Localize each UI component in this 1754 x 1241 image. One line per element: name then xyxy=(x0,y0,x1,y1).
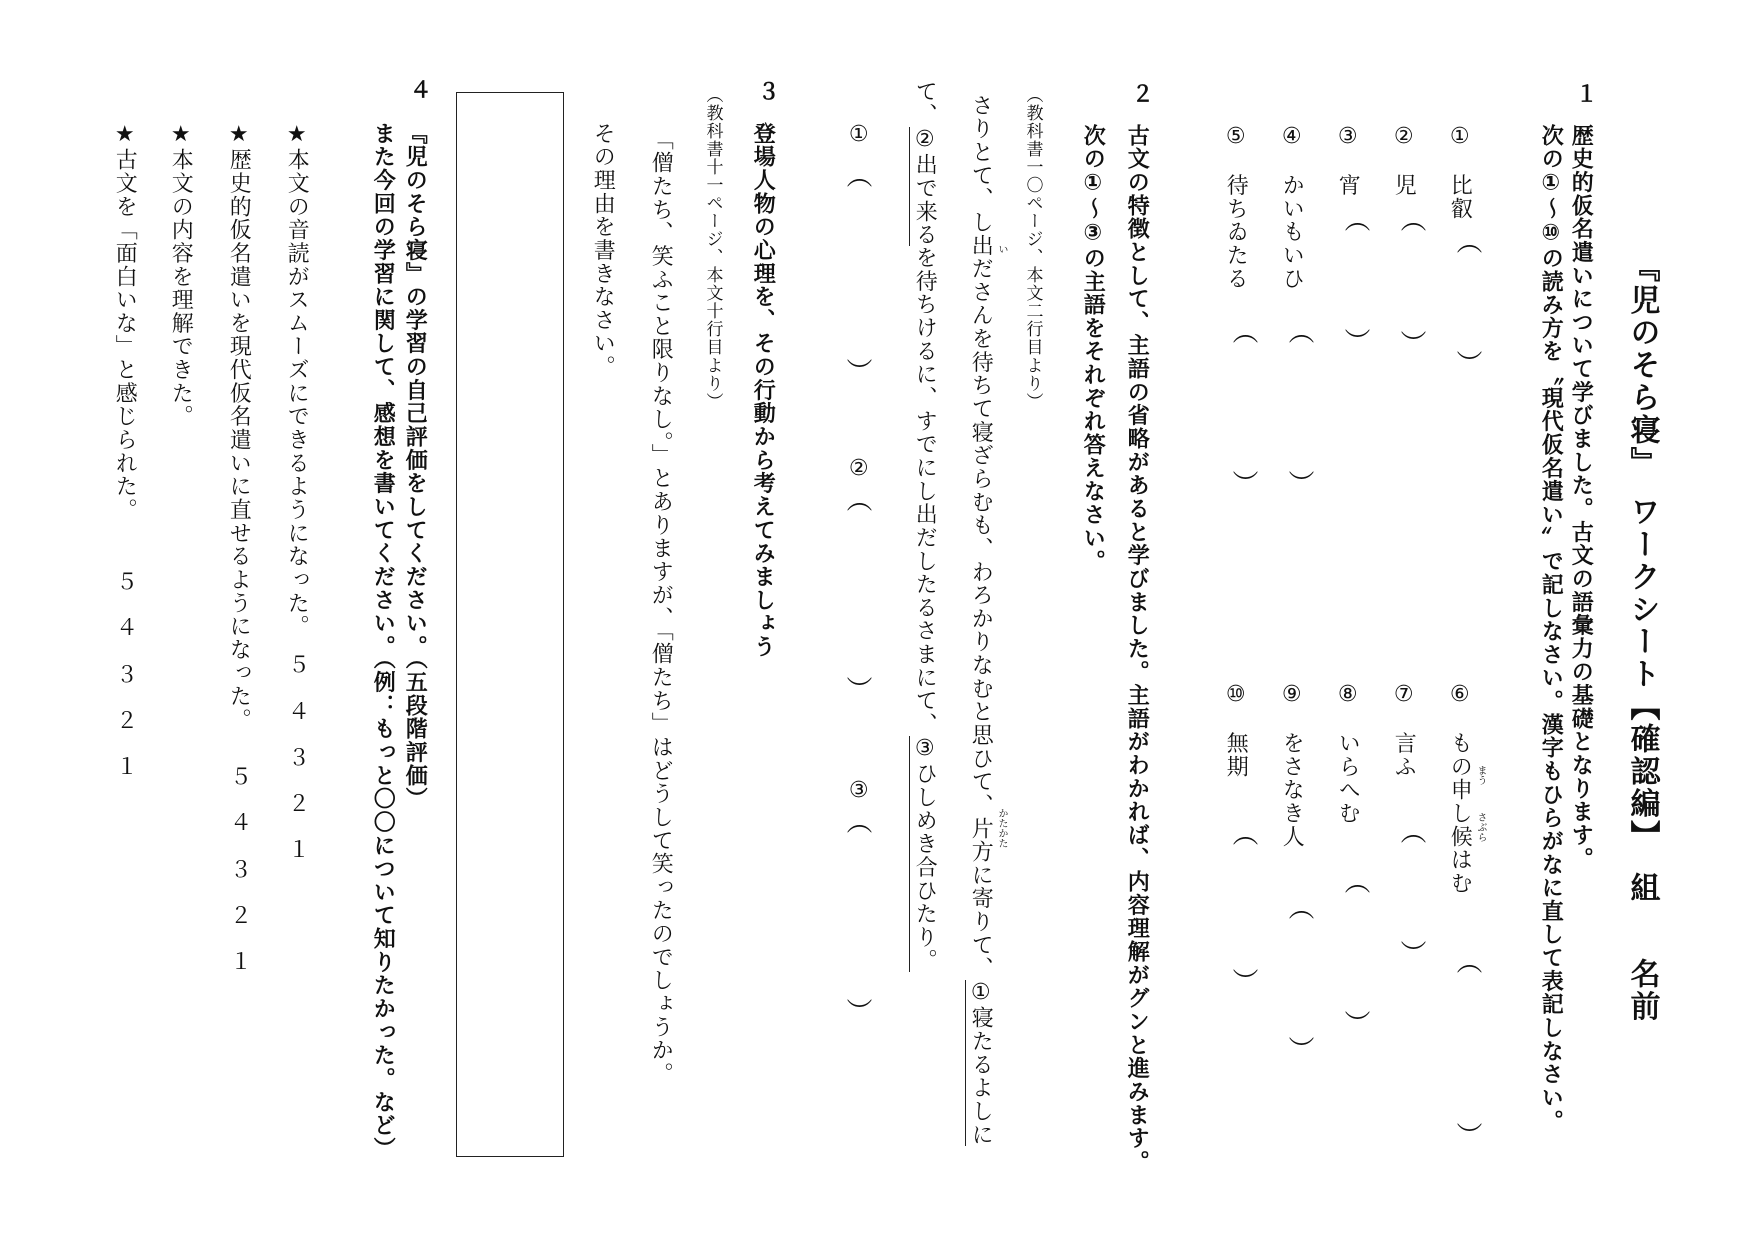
q2-answer-1-close[interactable]: ︶ xyxy=(842,358,872,384)
q3-source: （教科書十一ページ、本文十行目より） xyxy=(702,86,723,411)
q2-target-2: ②出で来る xyxy=(909,127,937,247)
q1-lead: 歴史的仮名遣いについて学びました。古文の語彙力の基礎となります。 xyxy=(1568,124,1594,871)
q2-answer-label-3: ③ xyxy=(846,778,872,805)
name-label: 名前 xyxy=(1624,958,1660,1023)
q1-item-mark: ⑩ xyxy=(1223,682,1249,709)
class-label: 組 xyxy=(1624,872,1660,905)
ruby-saburai: さぶら xyxy=(1475,812,1486,842)
rating-4[interactable]: ４ xyxy=(288,700,311,725)
q2-passage-1a: さりとて、し出ださんを待ちて寝ざらむも、わろかりなむと思ひて、片方に寄りて、 xyxy=(968,94,994,981)
q1-item-10-label xyxy=(1223,682,1248,778)
q2-answer-3-close[interactable]: ︶ xyxy=(842,998,872,1024)
q1-item-text: いらへむ xyxy=(1335,731,1361,825)
q1-answer-6-open[interactable]: ︵ xyxy=(1452,948,1482,974)
q1-answer-3-close[interactable]: ︶ xyxy=(1340,328,1370,354)
q2-passage-2a: て、 xyxy=(912,80,938,127)
q2-answer-3-open[interactable]: ︵ xyxy=(842,808,872,834)
q2-answer-label-2: ② xyxy=(846,456,872,483)
q2-instruction: 次の①〜③の主語をそれぞれ答えなさい。 xyxy=(1080,124,1106,574)
q2-answer-2-open[interactable]: ︵ xyxy=(842,486,872,512)
q1-answer-7-close[interactable]: ︶ xyxy=(1396,940,1426,966)
q1-item-text: もの申し候はむ xyxy=(1447,731,1473,895)
q1-item-text: 言ふ xyxy=(1391,731,1417,779)
q1-instruction: 次の①〜⑩の読み方を〝現代仮名遣い〟で記しなさい。漢字もひらがなに直して表記しなさい。 xyxy=(1538,124,1564,1133)
q1-item-9-label xyxy=(1279,682,1304,848)
q1-item-8-label xyxy=(1335,682,1360,825)
q1-item-text: をさなき人 xyxy=(1279,731,1305,849)
rating-1[interactable]: １ xyxy=(116,755,139,780)
q1-item-mark: ⑥ xyxy=(1447,682,1473,709)
q2-passage-line-1 xyxy=(968,94,993,1146)
q1-item-text: 待ちゐたる xyxy=(1223,173,1249,291)
q3-lead: 登場人物の心理を、その行動から考えてみましょう xyxy=(750,122,776,659)
q3-number: ３ xyxy=(754,80,780,104)
q1-item-mark: ⑦ xyxy=(1391,682,1417,709)
rating-5[interactable]: ５ xyxy=(230,765,253,790)
q1-answer-7-open[interactable]: ︵ xyxy=(1396,818,1426,844)
q1-item-1-label xyxy=(1447,124,1472,220)
page-title: 『児のそら寝』 ワークシート【確認編】 xyxy=(1624,252,1660,853)
q1-answer-8-close[interactable]: ︶ xyxy=(1340,1010,1370,1036)
q1-item-text: 児 xyxy=(1391,173,1417,197)
rating-5[interactable]: ５ xyxy=(116,570,139,595)
q1-item-7-label xyxy=(1391,682,1416,778)
q1-answer-4-close[interactable]: ︶ xyxy=(1284,470,1314,496)
q1-item-4-label xyxy=(1279,124,1304,290)
q1-item-mark: ① xyxy=(1447,124,1473,151)
q1-item-mark: ④ xyxy=(1279,124,1305,151)
q1-item-2-label xyxy=(1391,124,1416,197)
q1-item-text: 無期 xyxy=(1223,731,1249,779)
q2-passage-2c: を待ちけるに、すでにし出だしたるさまにて、 xyxy=(912,246,938,736)
q1-item-text: 宵 xyxy=(1335,173,1361,197)
q1-answer-3-open[interactable]: ︵ xyxy=(1340,206,1370,232)
rating-4[interactable]: ４ xyxy=(230,811,253,836)
q2-answer-label-1: ① xyxy=(846,122,872,149)
q1-answer-9-close[interactable]: ︶ xyxy=(1284,1036,1314,1062)
q1-answer-2-close[interactable]: ︶ xyxy=(1396,330,1426,356)
q4-item-2: ★歴史的仮名遣いを現代仮名遣いに直せるようになった。 xyxy=(226,122,252,732)
q4-instruction: また今回の学習に関して、感想を書いてください。（例：もっと〇〇について知りたかった。など） xyxy=(370,122,396,1161)
q2-source: （教科書一〇ページ、本文二行目より） xyxy=(1022,86,1043,411)
rating-3[interactable]: ３ xyxy=(116,663,139,688)
q2-answer-2-close[interactable]: ︶ xyxy=(842,676,872,702)
q1-answer-6-close[interactable]: ︶ xyxy=(1452,1122,1482,1148)
q1-item-mark: ② xyxy=(1391,124,1417,151)
q1-item-mark: ⑤ xyxy=(1223,124,1249,151)
q2-lead: 古文の特徴として、主語の省略があると学びました。主語がわかれば、内容理解がグンと進みます。 xyxy=(1124,124,1150,1174)
q1-item-text: 比叡 xyxy=(1447,173,1473,221)
q1-item-5-label xyxy=(1223,124,1248,290)
q2-passage-line-2 xyxy=(912,80,937,972)
q2-target-1: ①寝たるよしに xyxy=(965,980,993,1146)
rating-2[interactable]: ２ xyxy=(288,792,311,817)
q1-item-6-label xyxy=(1447,682,1472,895)
q4-item-4: ★古文を「面白いな」と感じられた。 xyxy=(112,122,138,522)
q2-number: ２ xyxy=(1128,82,1154,106)
rating-1[interactable]: １ xyxy=(288,838,311,863)
rating-3[interactable]: ３ xyxy=(230,858,253,883)
q1-answer-2-open[interactable]: ︵ xyxy=(1396,206,1426,232)
rating-2[interactable]: ２ xyxy=(116,709,139,734)
rating-4[interactable]: ４ xyxy=(116,616,139,641)
q1-answer-1-close[interactable]: ︶ xyxy=(1452,350,1482,376)
q1-number: １ xyxy=(1572,82,1598,106)
q2-target-3: ③ひしめき合ひたり。 xyxy=(909,736,937,972)
q4-item-1: ★本文の音読がスムーズにできるようになった。 xyxy=(284,122,310,639)
q1-item-text: かいもいひ xyxy=(1279,173,1305,291)
rating-2[interactable]: ２ xyxy=(230,904,253,929)
q4-lead: 『児のそら寝』の学習の自己評価をしてください。（五段階評価） xyxy=(402,122,428,811)
rating-1[interactable]: １ xyxy=(230,950,253,975)
rating-3[interactable]: ３ xyxy=(288,746,311,771)
q1-item-3-label xyxy=(1335,124,1360,197)
q1-item-mark: ⑧ xyxy=(1335,682,1361,709)
q1-answer-9-open[interactable]: ︵ xyxy=(1284,894,1314,920)
q1-item-mark: ③ xyxy=(1335,124,1361,151)
ruby-katakata: かたかた xyxy=(996,808,1007,848)
q4-item-3: ★本文の内容を理解できた。 xyxy=(168,122,194,429)
q3-quote: 「僧たち、笑ふこと限りなし。」とありますが、「僧たち」はどうして笑ったのでしょうか。 xyxy=(648,128,674,1086)
q3-instruction: その理由を書きなさい。 xyxy=(590,122,616,379)
q4-number: ４ xyxy=(406,78,432,102)
q1-answer-8-open[interactable]: ︵ xyxy=(1340,868,1370,894)
ruby-i: い xyxy=(996,244,1007,254)
q1-answer-1-open[interactable]: ︵ xyxy=(1452,228,1482,254)
q2-answer-1-open[interactable]: ︵ xyxy=(842,162,872,188)
q1-answer-10-close[interactable]: ︶ xyxy=(1228,968,1258,994)
ruby-mau: まう xyxy=(1475,765,1486,785)
q1-answer-10-open[interactable]: ︵ xyxy=(1228,820,1258,846)
q1-answer-5-open[interactable]: ︵ xyxy=(1228,318,1258,344)
q1-answer-4-open[interactable]: ︵ xyxy=(1284,318,1314,344)
q1-answer-5-close[interactable]: ︶ xyxy=(1228,470,1258,496)
q1-item-mark: ⑨ xyxy=(1279,682,1305,709)
rating-5[interactable]: ５ xyxy=(288,653,311,678)
q3-answer-box[interactable] xyxy=(456,92,564,1157)
